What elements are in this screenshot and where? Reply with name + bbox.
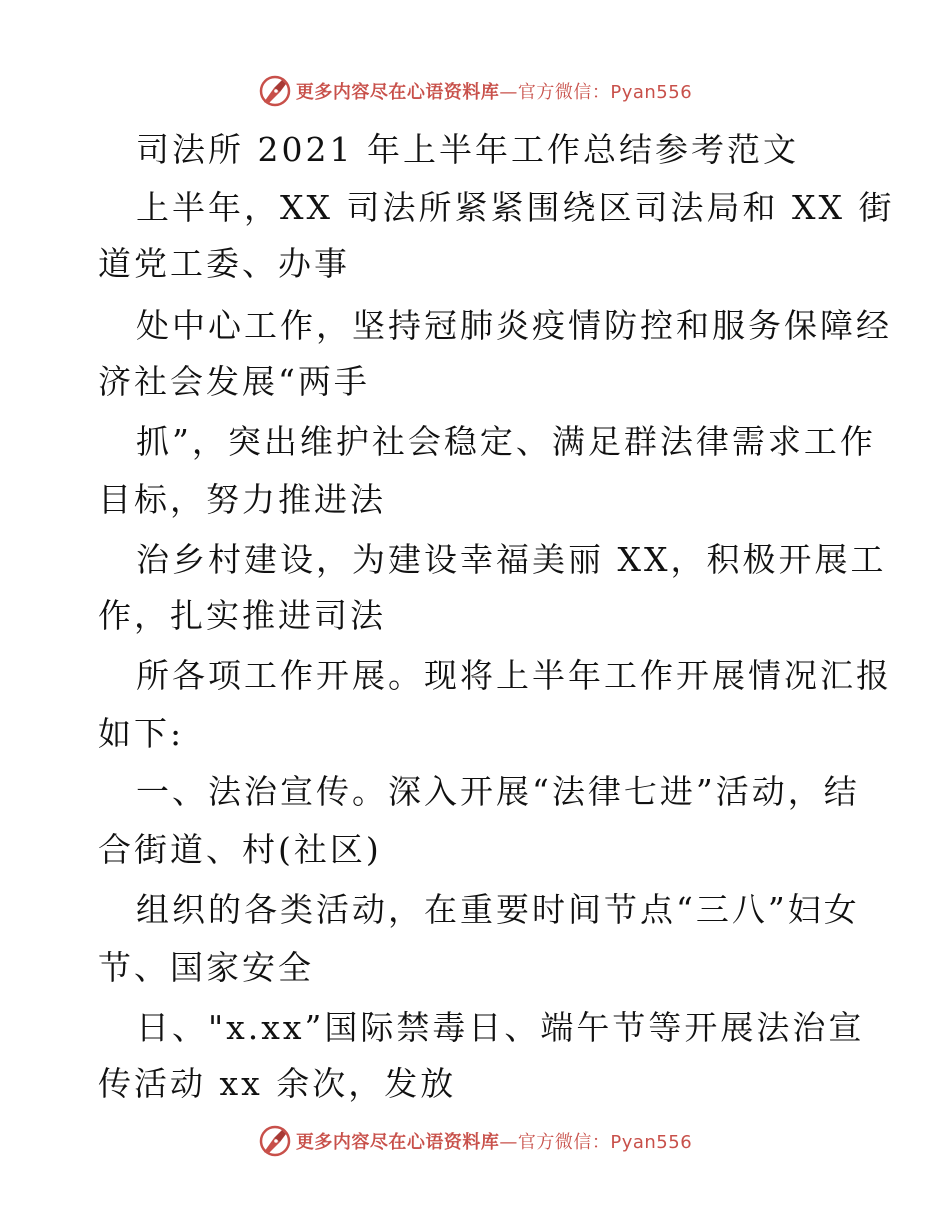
paragraph-line: 目标，努力推进法 <box>98 480 386 519</box>
document-title: 司法所 2021 年上半年工作总结参考范文 <box>136 130 799 169</box>
paragraph-line: 作，扎实推进司法 <box>98 596 386 635</box>
footer-banner-title: 更多内容尽在心语资料库 <box>295 1132 500 1153</box>
paragraph-line: 处中心工作，坚持冠肺炎疫情防控和服务保障经 <box>136 306 892 345</box>
header-banner-inner <box>258 74 692 108</box>
header-banner-text <box>296 78 692 104</box>
paragraph-line: 传活动 xx 余次，发放 <box>98 1064 457 1103</box>
pen-nib-logo-icon <box>258 74 292 108</box>
paragraph-line: 组织的各类活动，在重要时间节点“三八”妇女 <box>136 890 860 929</box>
header-banner-wechat: 官方微信：Pyan556 <box>517 82 693 103</box>
paragraph-line: 上半年，XX 司法所紧紧围绕区司法局和 XX 街 <box>136 188 895 227</box>
paragraph-line: 治乡村建设，为建设幸福美丽 XX，积极开展工 <box>136 540 887 579</box>
header-banner-separator: — <box>499 82 518 103</box>
footer-banner-wechat: 官方微信：Pyan556 <box>517 1132 693 1153</box>
paragraph-line: 济社会发展“两手 <box>98 362 370 401</box>
header-banner <box>0 71 950 111</box>
pen-nib-logo-icon <box>258 1124 292 1158</box>
paragraph-line: 节、国家安全 <box>98 948 314 987</box>
footer-banner-separator: — <box>499 1132 518 1153</box>
footer-banner <box>0 1121 950 1161</box>
paragraph-line: 日、"x.xx”国际禁毒日、端午节等开展法治宣 <box>136 1008 865 1047</box>
paragraph-line: 所各项工作开展。现将上半年工作开展情况汇报 <box>136 656 892 695</box>
paragraph-line: 合街道、村(社区) <box>98 830 382 869</box>
paragraph-line: 一、法治宣传。深入开展“法律七进”活动，结 <box>136 772 860 811</box>
footer-banner-inner <box>258 1124 692 1158</box>
paragraph-line: 道党工委、办事 <box>98 244 350 283</box>
footer-banner-text <box>296 1128 692 1154</box>
header-banner-title: 更多内容尽在心语资料库 <box>295 82 500 103</box>
paragraph-line: 抓”，突出维护社会稳定、满足群法律需求工作 <box>136 422 876 461</box>
paragraph-line: 如下: <box>98 714 185 753</box>
